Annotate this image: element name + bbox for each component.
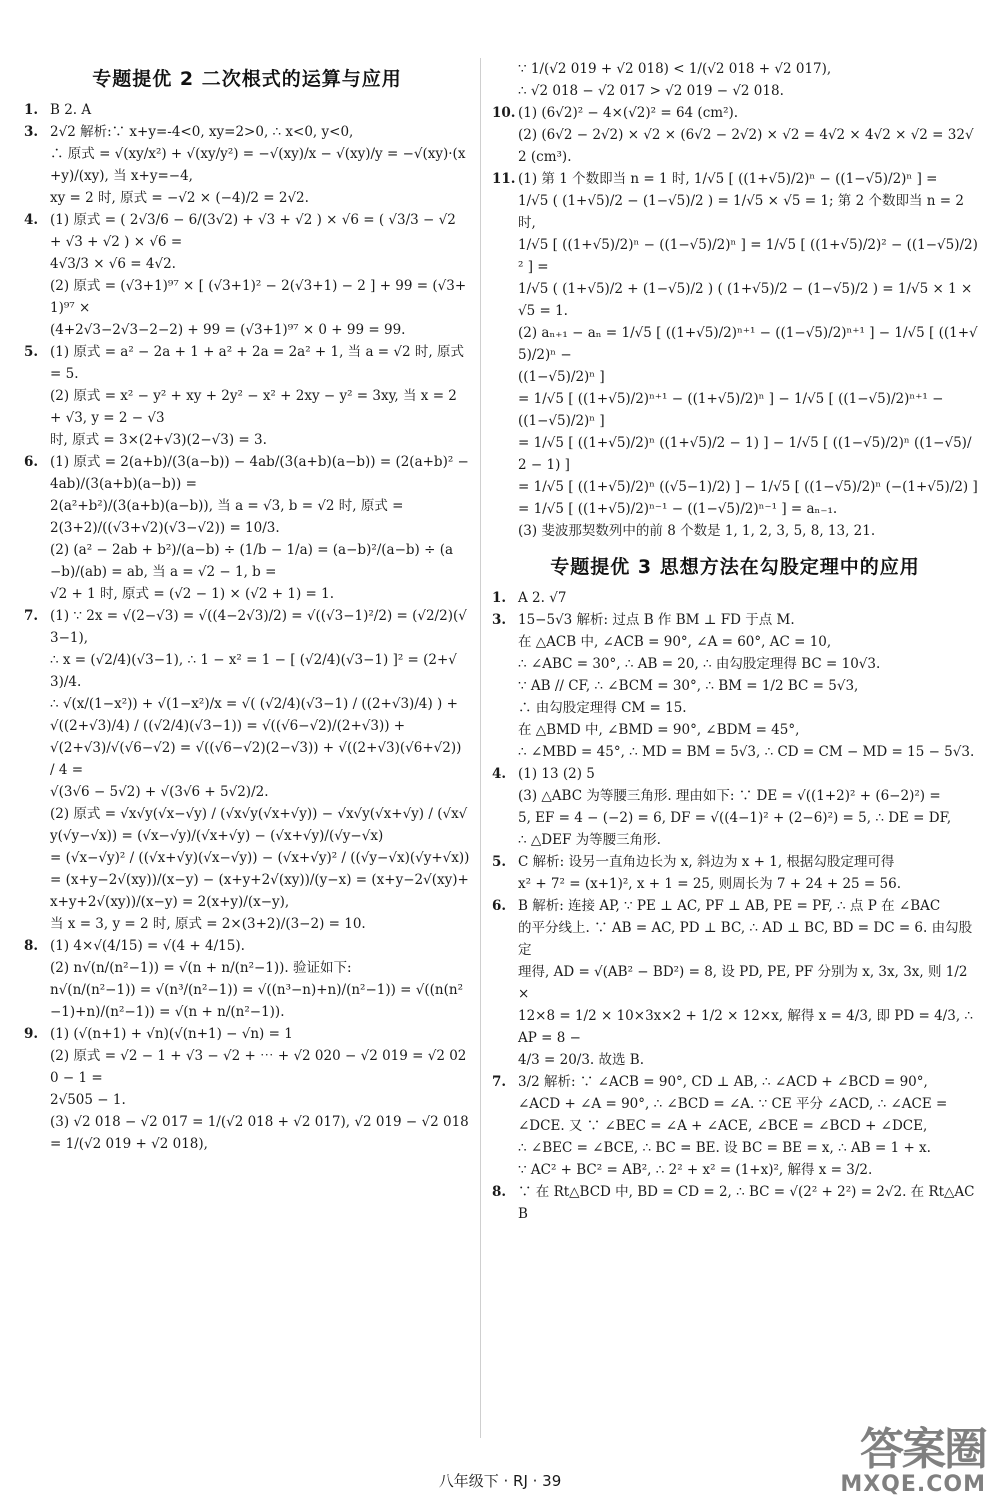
question-number: 8. [492, 1184, 507, 1200]
question-number: 7. [24, 608, 39, 624]
answer-line [24, 913, 470, 935]
answer-text: (1) 4×√(4/15) = √(4 + 4/15). [50, 938, 245, 954]
answer-line [492, 785, 978, 807]
answer-line [24, 253, 470, 275]
answer-line [492, 807, 978, 829]
answer-text: ∴ △DEF 为等腰三角形. [518, 832, 661, 848]
question-number [24, 979, 50, 1023]
answer-line [492, 322, 978, 366]
answer-line [492, 1071, 978, 1093]
answer-text: 时, 原式 = 3×(2+√3)(2−√3) = 3. [50, 432, 267, 448]
answer-text: ∵ 1/(√2 019 + √2 018) < 1/(√2 018 + √2 017), [518, 61, 832, 77]
answer-text: (2) 原式 = (√3+1)⁹⁷ × [ (√3+1)² − 2(√3+1) − 2 ] + 99 = (√3+1)⁹⁷ × [50, 278, 467, 316]
answer-line [24, 957, 470, 979]
answer-text: = 1/√5 [ ((1+√5)/2)ⁿ⁻¹ − ((1−√5)/2)ⁿ⁻¹ ] = aₙ₋₁. [518, 501, 838, 517]
question-number [24, 957, 50, 979]
answer-line [492, 234, 978, 278]
question-number [24, 385, 50, 429]
section-title-2: 专题提优 2 二次根式的运算与应用 [92, 68, 402, 90]
question-number: 3. [492, 612, 507, 628]
question-number [24, 847, 50, 869]
answer-line [492, 587, 978, 609]
answer-text: (3) 斐波那契数列中的前 8 个数是 1, 1, 2, 3, 5, 8, 13, 21. [518, 523, 876, 539]
answer-line [492, 410, 978, 432]
answer-line [24, 803, 470, 847]
answer-line [492, 102, 978, 124]
question-number [24, 1133, 50, 1155]
question-number: 3. [24, 124, 39, 140]
question-number [24, 143, 50, 187]
answer-line [24, 1111, 470, 1133]
answer-text: (1) 13 (2) 5 [518, 766, 595, 782]
answer-text: 4/3 = 20/3. 故选 B. [518, 1052, 645, 1068]
answer-line [24, 143, 470, 187]
answer-line [492, 1137, 978, 1159]
question-number [492, 653, 518, 675]
answer-line [24, 451, 470, 495]
question-number: 6. [24, 454, 39, 470]
answer-text: 2√505 − 1. [50, 1092, 126, 1108]
answer-line [492, 388, 978, 410]
page-footer: 八年级下 · RJ · 39 [438, 1472, 562, 1490]
answer-line [492, 829, 978, 851]
question-number: 1. [24, 102, 39, 118]
answer-line [492, 520, 978, 542]
question-number [492, 873, 518, 895]
answer-line [492, 917, 978, 961]
answer-line [24, 1089, 470, 1111]
question-number [492, 432, 518, 476]
answer-text: ∵ AC² + BC² = AB², ∴ 2² + x² = (1+x)², 解得 x = 3/2. [518, 1162, 873, 1178]
answer-line [492, 1049, 978, 1071]
answer-line [492, 895, 978, 917]
question-number [492, 1005, 518, 1049]
answer-text: (1) 原式 = ( 2√3/6 − 6/(3√2) + √3 + √2 ) × √6 = ( √3/3 − √2 + √3 + √2 ) × √6 = [50, 212, 456, 250]
answer-text: xy = 2 时, 原式 = −√2 × (−4)/2 = 2√2. [50, 190, 309, 206]
answer-text: = 1/√5 [ ((1+√5)/2)ⁿ ((1+√5)/2 − 1) ] − 1/√5 [ ((1−√5)/2)ⁿ ((1−√5)/2 − 1) ] [518, 435, 972, 473]
answer-line [24, 275, 470, 319]
question-number [492, 1049, 518, 1071]
question-number [492, 80, 518, 102]
answer-text: 5, EF = 4 − (−2) = 6, DF = √((4−1)² + (2−6)²) = 5, ∴ DE = DF, [518, 810, 952, 826]
answer-text: (2) 原式 = x² − y² + xy + 2y² − x² + 2xy − y² = 3xy, 当 x = 2 + √3, y = 2 − √3 [50, 388, 457, 426]
answer-text: (2) (a² − 2ab + b²)/(a−b) ÷ (1/b − 1/a) = (a−b)²/(a−b) ÷ (a−b)/(ab) = ab, 当 a = √2 − 1, b = [50, 542, 454, 580]
answer-text: 1/√5 ( (1+√5)/2 − (1−√5)/2 ) = 1/√5 × √5 = 1; 第 2 个数即当 n = 2 时, [518, 193, 964, 231]
question-number [24, 649, 50, 693]
answer-text: 12×8 = 1/2 × 10×3x×2 + 1/2 × 12×x, 解得 x = 4/3, 即 PD = 4/3, ∴ AP = 8 − [518, 1008, 973, 1046]
answer-text: (2) n√(n/(n²−1)) = √(n + n/(n²−1)). 验证如下: [50, 960, 352, 976]
answer-text: B 2. A [50, 102, 92, 118]
answer-line [492, 58, 978, 80]
answer-line [24, 517, 470, 539]
question-number: 5. [24, 344, 39, 360]
answer-text: 2√2 解析:∵ x+y=-4<0, xy=2>0, ∴ x<0, y<0, [50, 124, 354, 140]
question-number [492, 1159, 518, 1181]
answer-text: ∴ ∠ABC = 30°, ∴ AB = 20, ∴ 由勾股定理得 BC = 10√3. [518, 656, 881, 672]
answer-text: (2) (6√2 − 2√2) × √2 × (6√2 − 2√2) × √2 = 4√2 × 4√2 × √2 = 32√2 (cm³). [518, 127, 974, 165]
answer-text: ∴ √2 018 − √2 017 > √2 019 − √2 018. [518, 83, 784, 99]
answer-line [492, 697, 978, 719]
question-number [492, 278, 518, 322]
answer-line [24, 209, 470, 253]
answer-text: 在 △BMD 中, ∠BMD = 90°, ∠BDM = 45°, [518, 722, 800, 738]
question-number [24, 517, 50, 539]
answer-text: (2) 原式 = √x√y(√x−√y) / (√x√y(√x+√y)) − √x√y(√x+√y) / (√x√y(√y−√x)) = (√x−√y)/(√x+√y) − (√x+√y)/(√y−√x) [50, 806, 468, 844]
question-number [24, 693, 50, 737]
answer-line [24, 781, 470, 803]
answer-line [492, 961, 978, 1005]
answer-line [492, 675, 978, 697]
answer-line [492, 476, 978, 498]
answer-line [24, 583, 470, 605]
section-title-3: 专题提优 3 思想方法在勾股定理中的应用 [550, 556, 920, 578]
answer-text: 的平分线上. ∵ AB = AC, PD ⊥ BC, ∴ AD ⊥ BC, BD = DC = 6. 由勾股定 [518, 920, 973, 958]
answer-text: B 解析: 连接 AP, ∵ PE ⊥ AC, PF ⊥ AB, PE = PF, ∴ 点 P 在 ∠BAC [518, 898, 941, 914]
answer-line [492, 1005, 978, 1049]
question-number [24, 275, 50, 319]
answer-text: (1) (6√2)² − 4×(√2)² = 64 (cm²). [518, 105, 739, 121]
question-number: 7. [492, 1074, 507, 1090]
answer-text: A 2. √7 [518, 590, 567, 606]
watermark-logo-text: 答案圈 [860, 1424, 986, 1475]
answer-line [24, 341, 470, 385]
answer-text: 2(a²+b²)/(3(a+b)(a−b)), 当 a = √3, b = √2 时, 原式 = [50, 498, 404, 514]
answer-text: √2 + 1 时, 原式 = (√2 − 1) × (√2 + 1) = 1. [50, 586, 335, 602]
answer-text: ∴ √(x/(1−x²)) + √(1−x²)/x = √( (√2/4)(√3−1) / ((2+√3)/4) ) + √((2+√3)/4) / ((√2/4)(√3−1)) = √((√6−√2)/(2+√3)) + [50, 696, 458, 734]
question-number [492, 124, 518, 168]
answer-line [492, 278, 978, 322]
answer-text: x² + 7² = (x+1)², x + 1 = 25, 则周长为 7 + 24 + 25 = 56. [518, 876, 901, 892]
question-number [24, 187, 50, 209]
question-number [492, 697, 518, 719]
question-number [24, 583, 50, 605]
question-number [24, 319, 50, 341]
answer-text: ∴ 原式 = √(xy/x²) + √(xy/y²) = −√(xy)/x − √(xy)/y = −√(xy)·(x+y)/(xy), 当 x+y=−4, [50, 146, 466, 184]
answer-text: (1) 原式 = a² − 2a + 1 + a² + 2a = 2a² + 1, 当 a = √2 时, 原式 = 5. [50, 344, 464, 382]
answer-line [492, 168, 978, 190]
answer-line [24, 869, 470, 913]
answer-line [492, 124, 978, 168]
answer-line [24, 429, 470, 451]
question-number: 4. [24, 212, 39, 228]
question-number [492, 1115, 518, 1137]
question-number [492, 917, 518, 961]
answer-line [24, 649, 470, 693]
question-number [492, 234, 518, 278]
question-number [24, 869, 50, 913]
answer-line [492, 190, 978, 234]
answer-text: n√(n/(n²−1)) = √(n³/(n²−1)) = √((n³−n)+n)/(n²−1)) = √((n(n²−1)+n)/(n²−1)) = √(n + n/(n²−1)). [50, 982, 463, 1020]
answer-text: (1) 第 1 个数即当 n = 1 时, 1/√5 [ ((1+√5)/2)ⁿ − ((1−√5)/2)ⁿ ] = [518, 171, 938, 187]
answer-line [492, 719, 978, 741]
question-number [492, 631, 518, 653]
answer-line [24, 847, 470, 869]
answer-text: (3) △ABC 为等腰三角形. 理由如下: ∵ DE = √((1+2)² + (6−2)²) = [518, 788, 941, 804]
answer-line [492, 653, 978, 675]
answer-text: (2) aₙ₊₁ − aₙ = 1/√5 [ ((1+√5)/2)ⁿ⁺¹ − ((1−√5)/2)ⁿ⁺¹ ] − 1/√5 [ ((1+√5)/2)ⁿ − [518, 325, 978, 363]
left-answer-list [24, 99, 470, 1155]
question-number: 1. [492, 590, 507, 606]
answer-line [492, 741, 978, 763]
question-number: 9. [24, 1026, 39, 1042]
question-number [492, 1137, 518, 1159]
answer-line [492, 609, 978, 631]
answer-line [492, 498, 978, 520]
answer-line [24, 319, 470, 341]
right-answer-list-top [492, 58, 978, 542]
question-number [492, 190, 518, 234]
answer-line [24, 385, 470, 429]
question-number [492, 785, 518, 807]
answer-text: 当 x = 3, y = 2 时, 原式 = 2×(3+2)/(3−2) = 10. [50, 916, 366, 932]
answer-text: (1) (√(n+1) + √n)(√(n+1) − √n) = 1 [50, 1026, 293, 1042]
answer-line [24, 979, 470, 1023]
answer-text: 1/√5 [ ((1+√5)/2)ⁿ − ((1−√5)/2)ⁿ ] = 1/√5 [ ((1+√5)/2)² − ((1−√5)/2)² ] = [518, 237, 978, 275]
question-number [24, 1111, 50, 1133]
answer-text: ∵ AB // CF, ∴ ∠BCM = 30°, ∴ BM = 1/2 BC = 5√3, [518, 678, 859, 694]
answer-text: = (√x−√y)² / ((√x+√y)(√x−√y)) − (√x+√y)² / ((√y−√x)(√y+√x)) [50, 850, 470, 866]
answer-text: (2) 原式 = √2 − 1 + √3 − √2 + ⋯ + √2 020 − √2 019 = √2 020 − 1 = [50, 1048, 467, 1086]
answer-text: 15−5√3 解析: 过点 B 作 BM ⊥ FD 于点 M. [518, 612, 795, 628]
answer-text: 理得, AD = √(AB² − BD²) = 8, 设 PD, PE, PF 分别为 x, 3x, 3x, 则 1/2 × [518, 964, 968, 1002]
question-number [24, 1089, 50, 1111]
answer-line [492, 851, 978, 873]
answer-text: (1) 原式 = 2(a+b)/(3(a−b)) − 4ab/(3(a+b)(a−b)) = (2(a+b)² − 4ab)/(3(a+b)(a−b)) = [50, 454, 469, 492]
question-number [24, 253, 50, 275]
answer-text: C 解析: 设另一直角边长为 x, 斜边为 x + 1, 根据勾股定理可得 [518, 854, 895, 870]
answer-line [492, 763, 978, 785]
question-number: 6. [492, 898, 507, 914]
answer-line [492, 1093, 978, 1115]
question-number [492, 498, 518, 520]
answer-line [24, 121, 470, 143]
answer-line [492, 432, 978, 476]
answer-text: = 1/√5 [ ((1+√5)/2)ⁿ ((√5−1)/2) ] − 1/√5 [ ((1−√5)/2)ⁿ (−(1+√5)/2) ] [518, 479, 978, 495]
answer-text: = (x+y−2√(xy))/(x−y) − (x+y+2√(xy))/(y−x) = (x+y−2√(xy)+x+y+2√(xy))/(x−y) = 2(x+y)/(x−y), [50, 872, 469, 910]
answer-text: (1) ∵ 2x = √(2−√3) = √((4−2√3)/2) = √((√3−1)²/2) = (√2/2)(√3−1), [50, 608, 467, 646]
answer-text: (3) √2 018 − √2 017 = 1/(√2 018 + √2 017), √2 019 − √2 018 [50, 1114, 469, 1130]
answer-text: 在 △ACB 中, ∠ACB = 90°, ∠A = 60°, AC = 10, [518, 634, 832, 650]
question-number [24, 539, 50, 583]
answer-line [492, 1159, 978, 1181]
answer-line [24, 187, 470, 209]
question-number [24, 781, 50, 803]
question-number: 11. [492, 171, 516, 187]
answer-line [24, 99, 470, 121]
question-number [492, 410, 518, 432]
question-number [492, 366, 518, 388]
question-number [492, 58, 518, 80]
answer-text: = 1/(√2 019 + √2 018), [50, 1136, 208, 1152]
question-number [24, 737, 50, 781]
answer-text: 1/√5 ( (1+√5)/2 + (1−√5)/2 ) ( (1+√5)/2 − (1−√5)/2 ) = 1/√5 × 1 × √5 = 1. [518, 281, 973, 319]
answer-line [24, 693, 470, 737]
answer-line [24, 495, 470, 517]
watermark-site-text: MXQE.COM [840, 1472, 986, 1497]
question-number [492, 388, 518, 410]
question-number [24, 429, 50, 451]
answer-line [492, 631, 978, 653]
question-number [24, 803, 50, 847]
question-number [492, 322, 518, 366]
question-number [492, 807, 518, 829]
answer-text: 2(3+2)/((√3+√2)(√3−√2)) = 10/3. [50, 520, 280, 536]
answer-text: ∴ ∠MBD = 45°, ∴ MD = BM = 5√3, ∴ CD = CM − MD = 15 − 5√3. [518, 744, 975, 760]
answer-line [492, 1115, 978, 1137]
answer-text: (4+2√3−2√3−2−2) + 99 = (√3+1)⁹⁷ × 0 + 99 = 99. [50, 322, 406, 338]
answer-line [24, 737, 470, 781]
answer-line [24, 1133, 470, 1155]
answer-text: ∠DCE. 又 ∵ ∠BEC = ∠A + ∠ACE, ∠BCE = ∠BCD + ∠DCE, [518, 1118, 928, 1134]
question-number [492, 675, 518, 697]
column-divider [480, 58, 481, 1438]
answer-text: 3/2 解析: ∵ ∠ACB = 90°, CD ⊥ AB, ∴ ∠ACD + ∠BCD = 90°, [518, 1074, 928, 1090]
answer-line [492, 366, 978, 388]
answer-line [492, 1181, 978, 1225]
question-number [492, 1093, 518, 1115]
question-number [492, 961, 518, 1005]
question-number [492, 520, 518, 542]
answer-text: ∴ ∠BEC = ∠BCE, ∴ BC = BE. 设 BC = BE = x, ∴ AB = 1 + x. [518, 1140, 931, 1156]
answer-line [24, 1023, 470, 1045]
answer-text: ∠ACD + ∠A = 90°, ∴ ∠BCD = ∠A. ∵ CE 平分 ∠ACD, ∴ ∠ACE = [518, 1096, 948, 1112]
question-number: 10. [492, 105, 516, 121]
question-number [24, 913, 50, 935]
question-number [492, 719, 518, 741]
answer-line [492, 80, 978, 102]
answer-text: ((1−√5)/2)ⁿ ] [518, 369, 605, 385]
answer-text: = 1/√5 [ ((1+√5)/2)ⁿ⁺¹ − ((1+√5)/2)ⁿ ] − 1/√5 [ ((1−√5)/2)ⁿ⁺¹ − [518, 391, 944, 407]
answer-text: √(3√6 − 5√2) + √(3√6 + 5√2)/2. [50, 784, 269, 800]
answer-line [24, 935, 470, 957]
question-number: 4. [492, 766, 507, 782]
right-answer-list-bottom [492, 587, 978, 1225]
answer-text: ∵ 在 Rt△BCD 中, BD = CD = 2, ∴ BC = √(2² + 2²) = 2√2. 在 Rt△ACB [518, 1184, 975, 1222]
question-number [24, 495, 50, 517]
question-number: 8. [24, 938, 39, 954]
question-number [24, 1045, 50, 1089]
right-column [492, 58, 978, 1435]
question-number [492, 829, 518, 851]
answer-text: 4√3/3 × √6 = 4√2. [50, 256, 176, 272]
answer-text: ∴ x = (√2/4)(√3−1), ∴ 1 − x² = 1 − [ (√2/4)(√3−1) ]² = (2+√3)/4. [50, 652, 457, 690]
answer-line [24, 605, 470, 649]
left-column [24, 58, 470, 1435]
answer-text: ∴ 由勾股定理得 CM = 15. [518, 700, 687, 716]
answer-line [492, 873, 978, 895]
answer-text: ((1−√5)/2)ⁿ ] [518, 413, 605, 429]
answer-line [24, 1045, 470, 1089]
answer-text: √(2+√3)/√(√6−√2) = √((√6−√2)(2−√3)) + √((2+√3)(√6+√2)) / 4 = [50, 740, 462, 778]
watermark-logo [820, 1413, 990, 1497]
question-number [492, 741, 518, 763]
question-number: 5. [492, 854, 507, 870]
question-number [492, 476, 518, 498]
answer-line [24, 539, 470, 583]
